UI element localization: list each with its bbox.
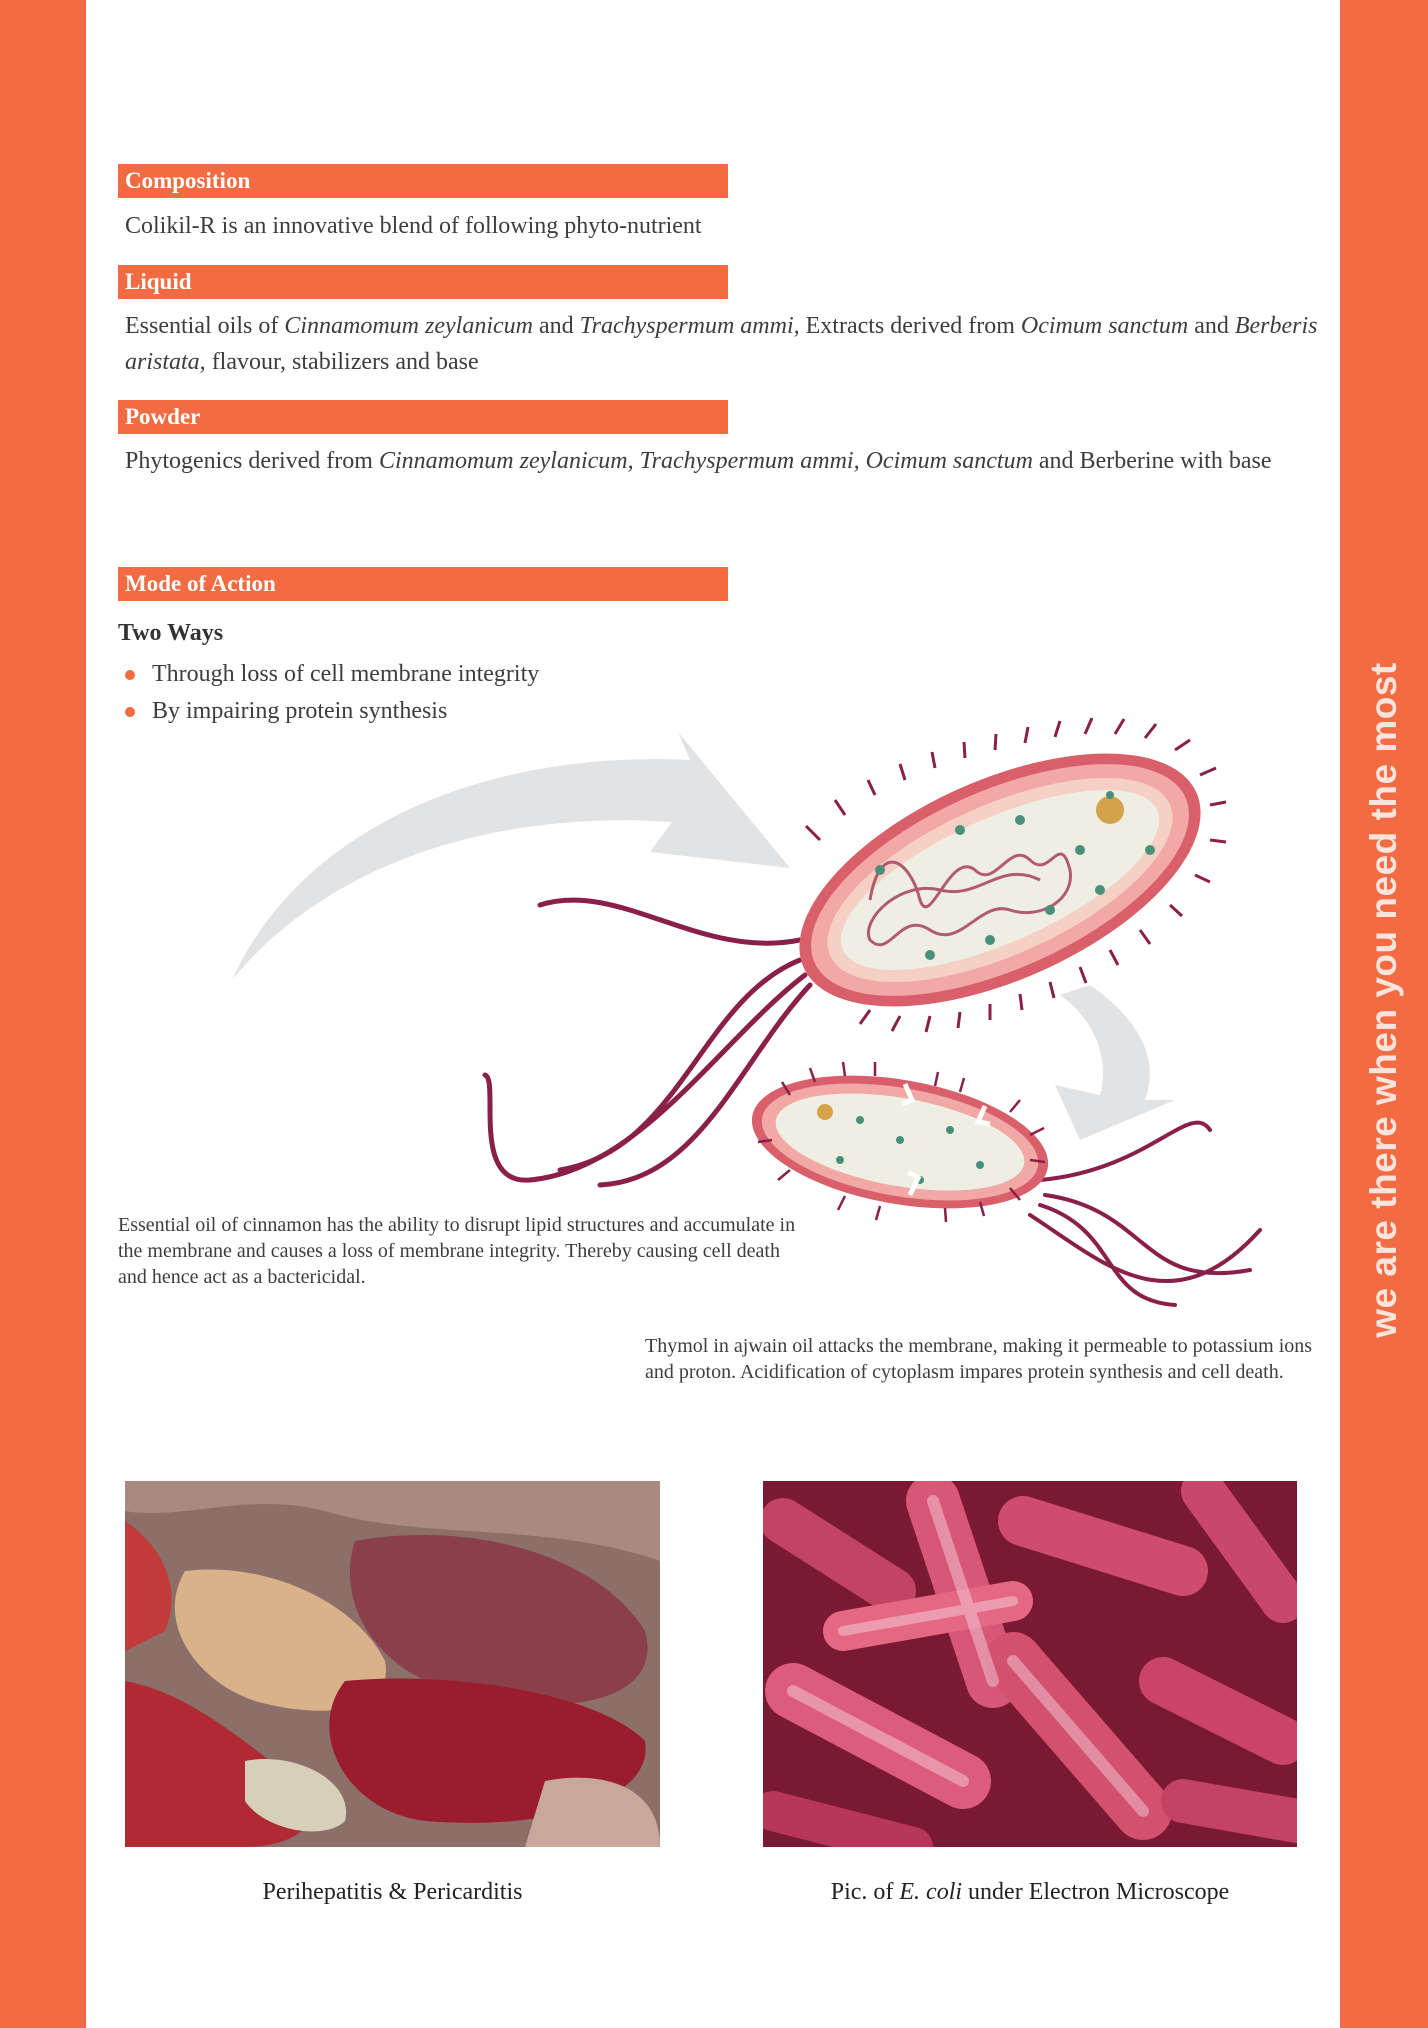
thymol-note: Thymol in ajwain oil attacks the membrane, making it permeable to potassium ions and proton. Acidification of cytoplasm impares protein synthesis and cell death. bbox=[645, 1335, 1313, 1383]
perihepatitis-caption: Perihepatitis & Pericarditis bbox=[262, 1879, 523, 1905]
ecoli-caption: Pic. of E. coli under Electron Microscope bbox=[830, 1879, 1230, 1905]
bullet-item: By impairing protein synthesis bbox=[120, 693, 539, 730]
powder-text: Phytogenics derived from Cinnamomum zeylanicum, Trachyspermum ammi, Ocimum sanctum and Berberine with base bbox=[125, 448, 1272, 474]
mode-of-action-heading: Mode of Action bbox=[118, 567, 728, 601]
liquid-text: Essential oils of Cinnamomum zeylanicum and Trachyspermum ammi, Extracts derived from Ocimum sanctum and Berberis aristata, flavour, stabilizers and base bbox=[125, 313, 1318, 375]
perihepatitis-photo bbox=[125, 1481, 660, 1847]
liquid-heading: Liquid bbox=[118, 265, 728, 299]
grey-arrow-small-icon bbox=[1055, 985, 1175, 1140]
large-bacterium-icon bbox=[763, 701, 1237, 1059]
cinnamon-note: Essential oil of cinnamon has the ability to disrupt lipid structures and accumulate in the membrane and causes a loss of membrane integrity. Thereby causing cell death and hence act as a bactericidal. bbox=[118, 1214, 796, 1288]
sidebar-tagline: we are there when you need the most bbox=[1363, 662, 1404, 1338]
grey-arrow-large-icon bbox=[232, 732, 790, 980]
two-ways-subheading: Two Ways bbox=[118, 620, 224, 646]
powder-heading: Powder bbox=[118, 400, 728, 434]
composition-heading: Composition bbox=[118, 164, 728, 198]
composition-text: Colikil-R is an innovative blend of following phyto-nutrient bbox=[125, 213, 702, 239]
small-bacterium-flagella bbox=[1030, 1123, 1260, 1305]
small-bacterium-icon bbox=[742, 1055, 1059, 1229]
bullet-item: Through loss of cell membrane integrity bbox=[120, 656, 539, 693]
ecoli-photo bbox=[763, 1481, 1297, 1847]
